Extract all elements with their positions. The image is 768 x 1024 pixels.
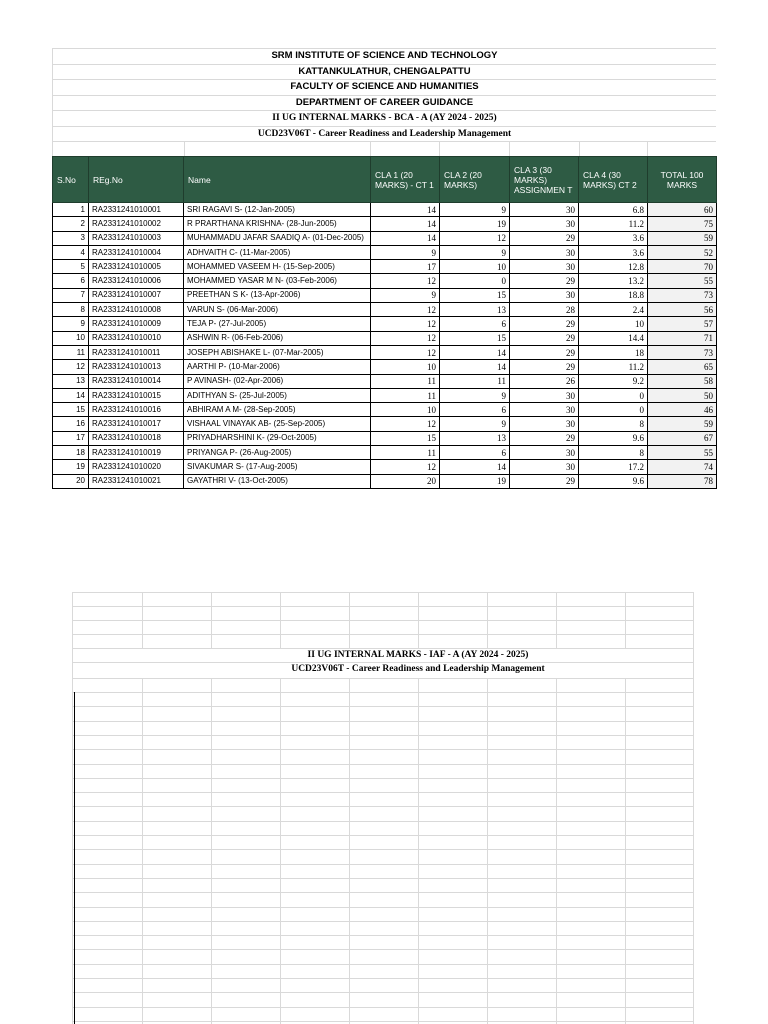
total-cell[interactable]: 55 [648,446,717,460]
location-line: KATTANKULATHUR, CHENGALPATTU [52,64,716,80]
cla2-cell[interactable]: 10 [440,260,510,274]
name-cell[interactable]: PREETHAN S K- (13-Apr-2006) [184,288,371,302]
sno-cell[interactable]: 13 [53,374,89,388]
grid-line [72,878,694,879]
grid-line [72,735,694,736]
name-cell[interactable]: ADHVAITH C- (11-Mar-2005) [184,245,371,259]
table-row [53,388,717,402]
grid-line [72,835,694,836]
table-row [53,417,717,431]
total-cell[interactable]: 60 [648,203,717,217]
name-cell[interactable]: MOHAMMED YASAR M N- (03-Feb-2006) [184,274,371,288]
regno-cell[interactable]: RA2331241010003 [89,231,184,245]
cla4-cell[interactable]: 3.6 [579,231,648,245]
name-cell[interactable]: MUHAMMADU JAFAR SAADIQ A- (01-Dec-2005) [184,231,371,245]
grid-line [72,935,694,936]
total-cell[interactable]: 78 [648,474,717,488]
total-cell[interactable]: 58 [648,374,717,388]
grid-line [72,864,694,865]
institute-title: SRM INSTITUTE OF SCIENCE AND TECHNOLOGY [52,48,716,64]
regno-cell[interactable]: RA2331241010001 [89,203,184,217]
total-cell[interactable]: 50 [648,388,717,402]
cla3-cell[interactable]: 30 [510,446,579,460]
sno-cell[interactable]: 12 [53,360,89,374]
grid-line [72,592,73,1024]
grid-line [556,678,557,1024]
name-cell[interactable]: TEJA P- (27-Jul-2005) [184,317,371,331]
grid-line [418,678,419,1024]
name-cell[interactable]: P AVINASH- (02-Apr-2006) [184,374,371,388]
cla1-cell[interactable]: 10 [371,403,440,417]
cla4-cell[interactable]: 11.2 [579,360,648,374]
sno-cell[interactable]: 5 [53,260,89,274]
table-row [53,203,717,217]
grid-line [72,1021,694,1022]
sno-cell[interactable]: 17 [53,431,89,445]
cla2-cell[interactable]: 15 [440,288,510,302]
sno-cell[interactable]: 19 [53,460,89,474]
grid-line [142,678,143,1024]
cla4-cell[interactable]: 18.8 [579,288,648,302]
grid-line [625,592,626,648]
sno-cell[interactable]: 8 [53,303,89,317]
grid-line [72,907,694,908]
course-title: UCD23V06T - Career Readiness and Leadership Management [52,126,716,142]
cla1-cell[interactable]: 12 [371,331,440,345]
table-row [53,245,717,259]
grid-line [349,592,350,648]
grid-line [72,892,694,893]
regno-cell[interactable]: RA2331241010015 [89,388,184,402]
grid-line [280,678,281,1024]
sno-cell[interactable]: 6 [53,274,89,288]
grid-line [72,992,694,993]
cla3-cell[interactable]: 29 [510,474,579,488]
cla1-cell[interactable]: 12 [371,460,440,474]
cla1-cell[interactable]: 14 [371,231,440,245]
total-cell[interactable]: 55 [648,274,717,288]
total-cell[interactable]: 52 [648,245,717,259]
iaf-course-title: UCD23V06T - Career Readiness and Leadership Management [291,664,545,674]
cla1-cell[interactable]: 12 [371,274,440,288]
cla4-cell[interactable]: 17.2 [579,460,648,474]
faculty-line: FACULTY OF SCIENCE AND HUMANITIES [52,79,716,95]
name-cell[interactable]: MOHAMMED VASEEM H- (15-Sep-2005) [184,260,371,274]
grid-line [72,692,694,693]
name-cell[interactable]: VISHAAL VINAYAK AB- (25-Sep-2005) [184,417,371,431]
table-row [53,446,717,460]
grid-line [72,978,694,979]
cla4-cell[interactable]: 18 [579,345,648,359]
cla4-cell[interactable]: 6.8 [579,203,648,217]
sno-cell[interactable]: 4 [53,245,89,259]
grid-line [487,592,488,648]
grid-line [72,634,694,635]
cla1-cell[interactable]: 15 [371,431,440,445]
cla4-cell[interactable]: 9.6 [579,474,648,488]
cla4-cell[interactable]: 10 [579,317,648,331]
col-header-cla1[interactable]: CLA 1 (20 MARKS) - CT 1 [371,157,440,203]
table-row [53,374,717,388]
name-cell[interactable]: GAYATHRI V- (13-Oct-2005) [184,474,371,488]
table-row [53,260,717,274]
regno-cell[interactable]: RA2331241010008 [89,303,184,317]
cla4-cell[interactable]: 0 [579,403,648,417]
sno-cell[interactable]: 11 [53,345,89,359]
blank-row [52,141,716,156]
cla2-cell[interactable]: 9 [440,417,510,431]
sno-cell[interactable]: 20 [53,474,89,488]
regno-cell[interactable]: RA2331241010009 [89,317,184,331]
cla2-cell[interactable]: 19 [440,217,510,231]
total-cell[interactable]: 70 [648,260,717,274]
cla1-cell[interactable]: 14 [371,217,440,231]
table-row [53,345,717,359]
department-line: DEPARTMENT OF CAREER GUIDANCE [52,95,716,111]
cla3-cell[interactable]: 29 [510,345,579,359]
cla1-cell[interactable]: 12 [371,317,440,331]
cla2-cell[interactable]: 11 [440,374,510,388]
grid-line [349,678,350,1024]
sno-cell[interactable]: 10 [53,331,89,345]
grid-line [142,592,143,648]
name-cell[interactable]: JOSEPH ABISHAKE L- (07-Mar-2005) [184,345,371,359]
cla1-cell[interactable]: 11 [371,388,440,402]
cla2-cell[interactable]: 0 [440,274,510,288]
total-cell[interactable]: 74 [648,460,717,474]
cla2-cell[interactable]: 19 [440,474,510,488]
table-row [53,231,717,245]
grid-line [72,921,694,922]
total-cell[interactable]: 57 [648,317,717,331]
name-cell[interactable]: PRIYANGA P- (26-Aug-2005) [184,446,371,460]
table-row [53,274,717,288]
cla1-cell[interactable]: 10 [371,360,440,374]
name-cell[interactable]: ASHWIN R- (06-Feb-2006) [184,331,371,345]
col-header-name[interactable]: Name [184,157,371,203]
grid-line [72,964,694,965]
grid-line [72,764,694,765]
total-cell[interactable]: 65 [648,360,717,374]
col-header-cla3[interactable]: CLA 3 (30 MARKS) ASSIGNMEN T [510,157,579,203]
cla4-cell[interactable]: 14.4 [579,331,648,345]
cla4-cell[interactable]: 2.4 [579,303,648,317]
name-cell[interactable]: ABHIRAM A M- (28-Sep-2005) [184,403,371,417]
table-row [53,431,717,445]
col-header-sno[interactable]: S.No [53,157,89,203]
cla2-cell[interactable]: 14 [440,460,510,474]
regno-cell[interactable]: RA2331241010019 [89,446,184,460]
cla2-cell[interactable]: 6 [440,446,510,460]
table-row [53,460,717,474]
grid-line [418,592,419,648]
regno-cell[interactable]: RA2331241010011 [89,345,184,359]
table-row [53,288,717,302]
cla4-cell[interactable]: 8 [579,417,648,431]
table-row [53,217,717,231]
regno-cell[interactable]: RA2331241010013 [89,360,184,374]
cla3-cell[interactable]: 30 [510,260,579,274]
grid-line [72,778,694,779]
cla4-cell[interactable]: 11.2 [579,217,648,231]
grid-line [487,678,488,1024]
sno-cell[interactable]: 15 [53,403,89,417]
name-cell[interactable]: SRI RAGAVI S- (12-Jan-2005) [184,203,371,217]
cla3-cell[interactable]: 30 [510,403,579,417]
col-header-cla2[interactable]: CLA 2 (20 MARKS) [440,157,510,203]
marks-sheet-iaf [72,592,694,1024]
regno-cell[interactable]: RA2331241010017 [89,417,184,431]
cla1-cell[interactable]: 12 [371,345,440,359]
cla1-cell[interactable]: 11 [371,374,440,388]
grid-line [211,592,212,648]
sno-cell[interactable]: 14 [53,388,89,402]
cla2-cell[interactable]: 9 [440,203,510,217]
cla4-cell[interactable]: 9.6 [579,431,648,445]
col-header-cla4[interactable]: CLA 4 (30 MARKS) CT 2 [579,157,648,203]
grid-line [72,806,694,807]
total-cell[interactable]: 73 [648,345,717,359]
grid-line [72,792,694,793]
cla4-cell[interactable]: 9.2 [579,374,648,388]
col-header-regno[interactable]: REg.No [89,157,184,203]
cla3-cell[interactable]: 30 [510,417,579,431]
cla4-cell[interactable]: 0 [579,388,648,402]
total-cell[interactable]: 46 [648,403,717,417]
grid-line [72,749,694,750]
cla3-cell[interactable]: 29 [510,331,579,345]
regno-cell[interactable]: RA2331241010021 [89,474,184,488]
regno-cell[interactable]: RA2331241010004 [89,245,184,259]
table-row [53,317,717,331]
cla2-cell[interactable]: 15 [440,331,510,345]
cla3-cell[interactable]: 30 [510,217,579,231]
cla2-cell[interactable]: 12 [440,231,510,245]
sno-cell[interactable]: 3 [53,231,89,245]
name-cell[interactable]: AARTHI P- (10-Mar-2006) [184,360,371,374]
grid-line [280,592,281,648]
cla2-cell[interactable]: 9 [440,245,510,259]
name-cell[interactable]: SIVAKUMAR S- (17-Aug-2005) [184,460,371,474]
cla3-cell[interactable]: 29 [510,274,579,288]
cla3-cell[interactable]: 29 [510,231,579,245]
regno-cell[interactable]: RA2331241010002 [89,217,184,231]
sno-cell[interactable]: 2 [53,217,89,231]
marks-title: II UG INTERNAL MARKS - BCA - A (AY 2024 - 2025) [52,110,716,126]
grid-line [72,620,694,621]
marks-table [52,156,717,489]
regno-cell[interactable]: RA2331241010006 [89,274,184,288]
name-cell[interactable]: R PRARTHANA KRISHNA- (28-Jun-2005) [184,217,371,231]
regno-cell[interactable]: RA2331241010020 [89,460,184,474]
grid-line [72,721,694,722]
table-row [53,303,717,317]
grid-line [625,678,626,1024]
table-row [53,474,717,488]
cla3-cell[interactable]: 30 [510,388,579,402]
cla2-cell[interactable]: 6 [440,317,510,331]
cla2-cell[interactable]: 14 [440,360,510,374]
grid-line [72,949,694,950]
cla1-cell[interactable]: 12 [371,417,440,431]
cla2-cell[interactable]: 9 [440,388,510,402]
name-cell[interactable]: VARUN S- (06-Mar-2006) [184,303,371,317]
cla3-cell[interactable]: 29 [510,431,579,445]
total-cell[interactable]: 59 [648,231,717,245]
col-header-total[interactable]: TOTAL 100 MARKS [648,157,717,203]
total-cell[interactable]: 56 [648,303,717,317]
regno-cell[interactable]: RA2331241010018 [89,431,184,445]
cla1-cell[interactable]: 17 [371,260,440,274]
cla3-cell[interactable]: 30 [510,245,579,259]
regno-cell[interactable]: RA2331241010014 [89,374,184,388]
grid-line [211,678,212,1024]
cla1-cell[interactable]: 12 [371,303,440,317]
total-cell[interactable]: 59 [648,417,717,431]
cla3-cell[interactable]: 28 [510,303,579,317]
table-row [53,331,717,345]
sno-cell[interactable]: 1 [53,203,89,217]
total-cell[interactable]: 73 [648,288,717,302]
grid-line [72,849,694,850]
regno-cell[interactable]: RA2331241010005 [89,260,184,274]
cla1-cell[interactable]: 14 [371,203,440,217]
cla4-cell[interactable]: 13.2 [579,274,648,288]
grid-line [72,821,694,822]
regno-cell[interactable]: RA2331241010010 [89,331,184,345]
cla3-cell[interactable]: 29 [510,317,579,331]
marks-sheet-bca [52,48,716,489]
iaf-marks-title: II UG INTERNAL MARKS - IAF - A (AY 2024 - 2025) [307,650,529,660]
grid-line [72,606,694,607]
cla1-cell[interactable]: 9 [371,288,440,302]
cla1-cell[interactable]: 20 [371,474,440,488]
table-row [53,360,717,374]
cla3-cell[interactable]: 30 [510,203,579,217]
cla3-cell[interactable]: 30 [510,288,579,302]
regno-cell[interactable]: RA2331241010007 [89,288,184,302]
grid-line [72,1007,694,1008]
table-border [74,692,75,1024]
grid-line [556,592,557,648]
name-cell[interactable]: PRIYADHARSHINI K- (29-Oct-2005) [184,431,371,445]
grid-line [72,678,694,679]
cla2-cell[interactable]: 13 [440,431,510,445]
sno-cell[interactable]: 9 [53,317,89,331]
total-cell[interactable]: 67 [648,431,717,445]
cla3-cell[interactable]: 29 [510,360,579,374]
total-cell[interactable]: 71 [648,331,717,345]
cla3-cell[interactable]: 26 [510,374,579,388]
regno-cell[interactable]: RA2331241010016 [89,403,184,417]
sno-cell[interactable]: 7 [53,288,89,302]
name-cell[interactable]: ADITHYAN S- (25-Jul-2005) [184,388,371,402]
grid-line [72,592,694,593]
cla4-cell[interactable]: 8 [579,446,648,460]
table-row [53,403,717,417]
cla1-cell[interactable]: 9 [371,245,440,259]
cla1-cell[interactable]: 11 [371,446,440,460]
cla2-cell[interactable]: 14 [440,345,510,359]
sno-cell[interactable]: 16 [53,417,89,431]
cla2-cell[interactable]: 6 [440,403,510,417]
grid-line [72,706,694,707]
cla4-cell[interactable]: 12.8 [579,260,648,274]
cla3-cell[interactable]: 30 [510,460,579,474]
cla2-cell[interactable]: 13 [440,303,510,317]
table-header-row [53,157,717,203]
sno-cell[interactable]: 18 [53,446,89,460]
cla4-cell[interactable]: 3.6 [579,245,648,259]
total-cell[interactable]: 75 [648,217,717,231]
